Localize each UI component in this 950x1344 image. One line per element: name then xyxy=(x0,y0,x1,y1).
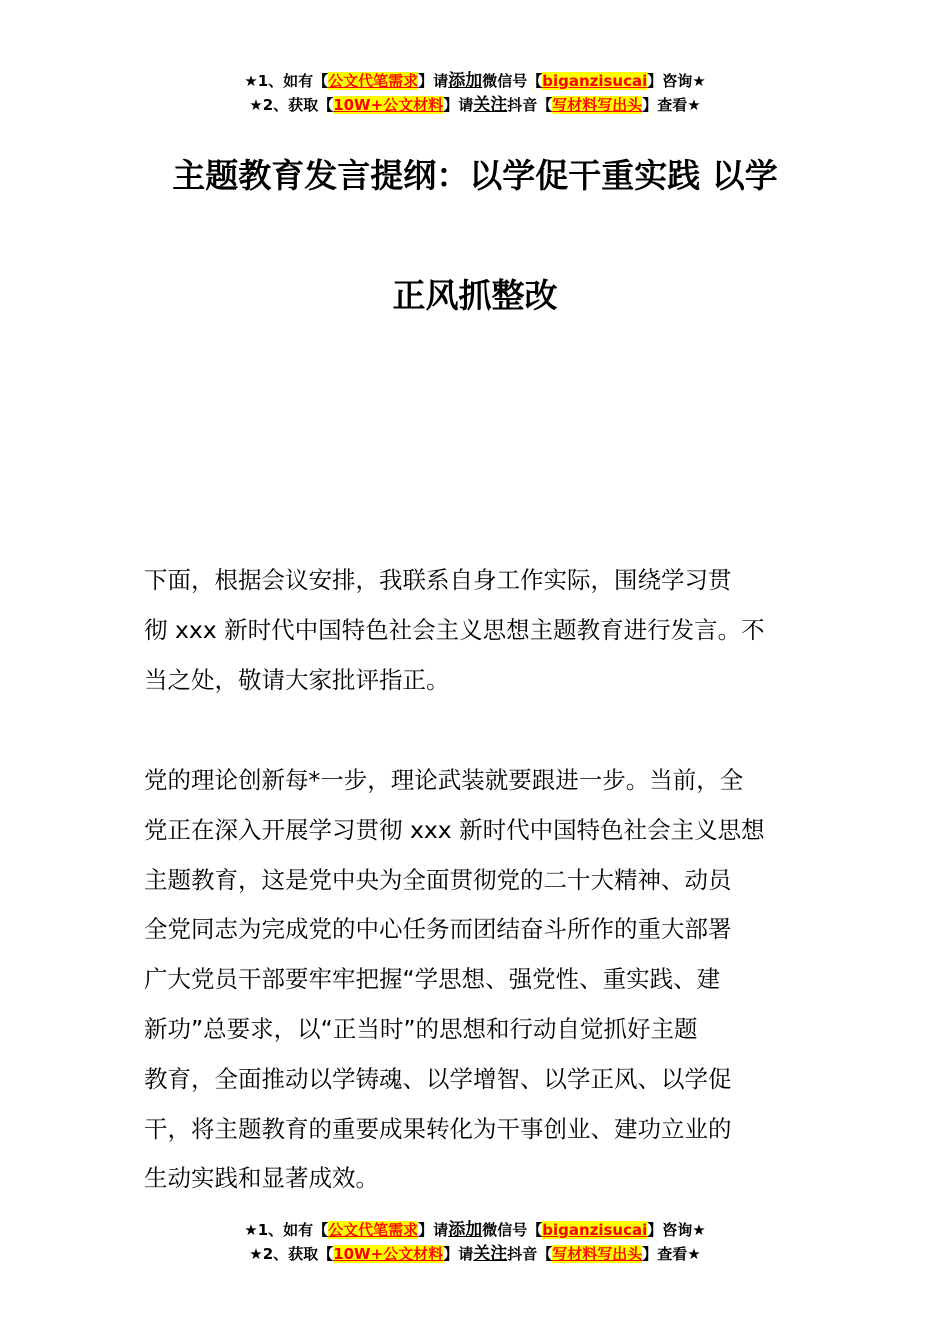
text-line: 教育，全面推动以学铸魂、以学增智、以学正风、以学促 xyxy=(144,1064,732,1093)
title-line-1: 主题教育发言提纲：以学促干重实践 以学 xyxy=(172,156,778,195)
text-line: 全党同志为完成党的中心任务而团结奋斗所作的重大部署 xyxy=(144,915,732,944)
promo-text: ★2、获取【 xyxy=(249,1245,334,1263)
text-line: 彻 xxx 新时代中国特色社会主义思想主题教育进行发言。不 xyxy=(144,615,765,644)
promo-line-2 xyxy=(0,93,950,117)
text-line: 主题教育，这是党中央为全面贯彻党的二十大精神、动员 xyxy=(144,865,732,894)
text-line: 下面，根据会议安排，我联系自身工作实际，围绕学习贯 xyxy=(144,566,732,594)
text-line: 党的理论创新每*一步，理论武装就要跟进一步。当前，全 xyxy=(144,766,744,794)
promo-text: 】查看★ xyxy=(642,1245,701,1263)
promo-text: 】查看★ xyxy=(642,96,701,114)
text-line: 新功”总要求，以“正当时”的思想和行动自觉抓好主题 xyxy=(144,1014,698,1043)
promo-highlight: biganzisucai xyxy=(542,72,648,90)
title-line-2: 正风抓整改 xyxy=(392,276,558,315)
promo-underline: 添加 xyxy=(448,71,483,91)
promo-text: ★1、如有【 xyxy=(244,72,329,90)
promo-footer xyxy=(0,1218,950,1266)
promo-text: 】请 xyxy=(418,72,449,90)
promo-underline: 关注 xyxy=(473,1244,508,1264)
promo-underline: 关注 xyxy=(473,95,508,115)
promo-line-2 xyxy=(0,1242,950,1266)
promo-text: 抖音【 xyxy=(507,96,553,114)
text-line: 生动实践和显著成效。 xyxy=(144,1164,379,1193)
promo-underline: 添加 xyxy=(448,1220,483,1240)
paragraph-1 xyxy=(144,556,824,705)
promo-highlight: 10W+公文材料 xyxy=(333,96,444,114)
promo-highlight: 公文代笔需求 xyxy=(328,72,419,90)
promo-text: ★1、如有【 xyxy=(244,1221,329,1239)
promo-text: 微信号【 xyxy=(482,1221,543,1239)
promo-highlight: 写材料写出头 xyxy=(552,96,643,114)
promo-text: 】请 xyxy=(418,1221,449,1239)
promo-line-1 xyxy=(0,69,950,93)
promo-highlight: 公文代笔需求 xyxy=(328,1221,419,1239)
promo-text: 】请 xyxy=(443,96,474,114)
text-line: 当之处，敬请大家批评指正。 xyxy=(144,665,450,694)
promo-text: 抖音【 xyxy=(507,1245,553,1263)
promo-highlight: 10W+公文材料 xyxy=(333,1245,444,1263)
promo-text: ★2、获取【 xyxy=(249,96,334,114)
promo-text: 】请 xyxy=(443,1245,474,1263)
promo-text: 微信号【 xyxy=(482,72,543,90)
promo-highlight: 写材料写出头 xyxy=(552,1245,643,1263)
promo-header xyxy=(0,69,950,117)
text-line: 党正在深入开展学习贯彻 xxx 新时代中国特色社会主义思想 xyxy=(144,815,765,844)
promo-text: 】咨询★ xyxy=(647,72,706,90)
paragraph-2 xyxy=(144,756,824,1204)
text-line: 干，将主题教育的重要成果转化为干事创业、建功立业的 xyxy=(144,1114,732,1143)
promo-highlight: biganzisucai xyxy=(542,1221,648,1239)
promo-line-1 xyxy=(0,1218,950,1242)
text-line: 广大党员干部要牢牢把握“学思想、强党性、重实践、建 xyxy=(144,965,721,994)
promo-text: 】咨询★ xyxy=(647,1221,706,1239)
